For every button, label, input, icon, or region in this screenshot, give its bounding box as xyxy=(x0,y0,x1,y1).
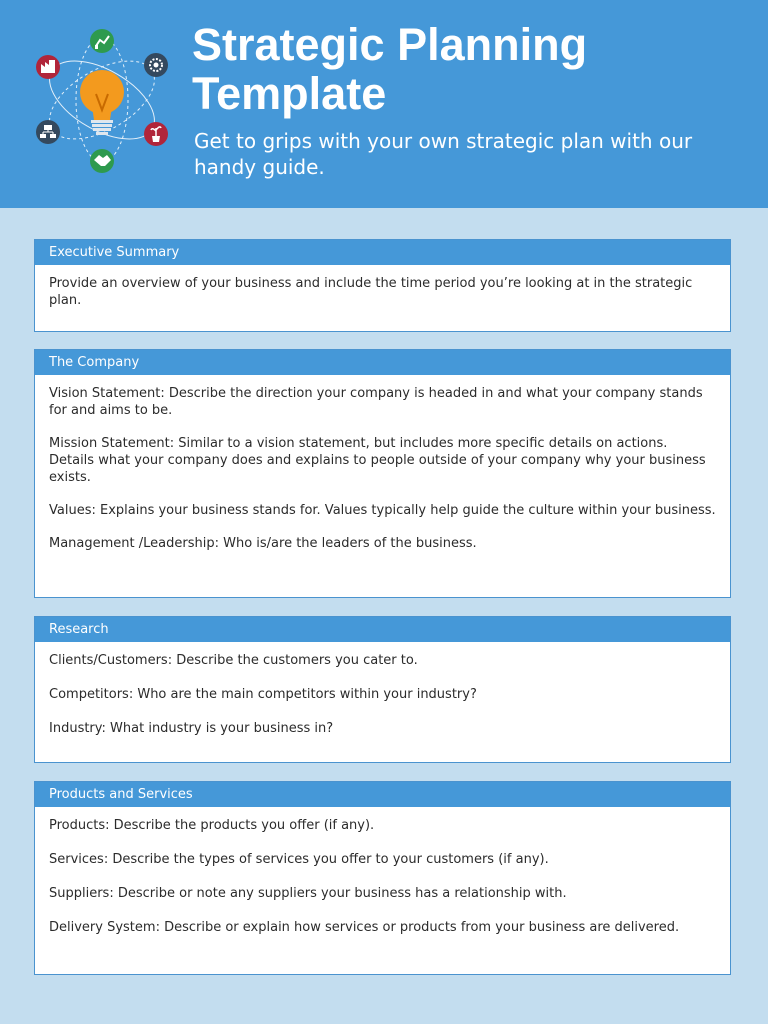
section-heading: Executive Summary xyxy=(35,240,730,265)
section-paragraph: Industry: What industry is your business in? xyxy=(49,721,334,736)
section-executive-summary xyxy=(34,239,731,332)
handshake-icon xyxy=(90,149,114,173)
section-paragraph: Delivery System: Describe or explain how services or products from your business are delivered. xyxy=(49,920,680,935)
section-heading: The Company xyxy=(35,350,730,375)
section-the-company xyxy=(34,349,731,598)
section-heading: Products and Services xyxy=(35,782,730,807)
section-paragraph: Provide an overview of your business and include the time period you’re looking at in the strategic plan. xyxy=(49,276,693,308)
section-paragraph: Mission Statement: Similar to a vision statement, but includes more specific details on actions. Details what your company does and explains to people outside of your company why your business exists. xyxy=(49,436,706,485)
section-paragraph: Suppliers: Describe or note any suppliers your business has a relationship with. xyxy=(49,886,567,901)
section-heading: Research xyxy=(35,617,730,642)
page-subtitle: Get to grips with your own strategic plan with our handy guide. xyxy=(194,129,693,179)
header-banner xyxy=(0,0,768,208)
section-products-and-services xyxy=(34,781,731,975)
org-chart-icon xyxy=(36,120,60,144)
section-paragraph: Clients/Customers: Describe the customers you cater to. xyxy=(49,653,418,668)
factory-icon xyxy=(36,55,60,79)
logo-graphic xyxy=(28,24,178,179)
section-paragraph: Products: Describe the products you offer (if any). xyxy=(49,818,375,833)
page-title: Strategic Planning Template xyxy=(192,19,588,119)
section-paragraph: Management /Leadership: Who is/are the leaders of the business. xyxy=(49,536,477,551)
section-research xyxy=(34,616,731,763)
growth-chart-icon xyxy=(90,29,114,53)
settings-icon xyxy=(144,53,168,77)
section-paragraph: Vision Statement: Describe the direction your company is headed in and what your company stands for and aims to be. xyxy=(49,386,703,418)
section-paragraph: Values: Explains your business stands for. Values typically help guide the culture within your business. xyxy=(49,503,716,518)
plant-icon xyxy=(144,122,168,146)
section-paragraph: Services: Describe the types of services you offer to your customers (if any). xyxy=(49,852,549,867)
section-paragraph: Competitors: Who are the main competitors within your industry? xyxy=(49,687,477,702)
